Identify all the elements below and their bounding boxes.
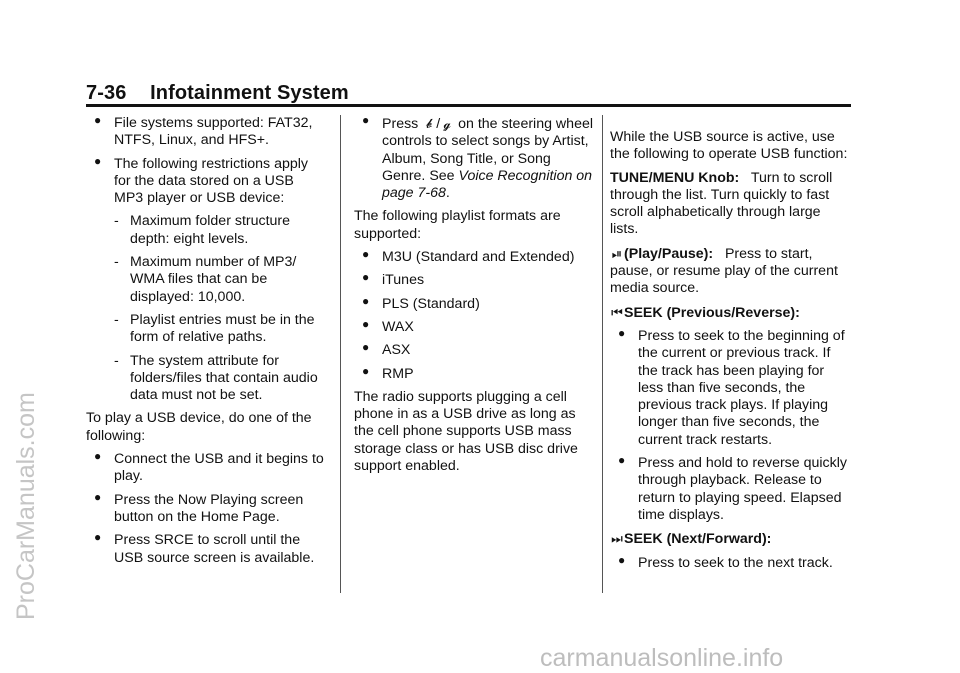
voice-talk-icon: 𝓫 bbox=[425, 116, 433, 131]
paragraph: The radio supports plugging a cell phone in as a USB drive as long as the cell phone supports USB mass storage class or has USB disc drive support enabled. bbox=[354, 388, 578, 475]
play-pause-icon: ⏯ bbox=[611, 245, 623, 261]
column-3 bbox=[610, 129, 850, 578]
list-item: ● File systems supported: FAT32, NTFS, Linux, and HFS+. bbox=[94, 113, 313, 149]
sub-list-item: - Maximum number of MP3/ WMA files that can be displayed: 10,000. bbox=[114, 254, 297, 305]
control-description: TUNE/MENU Knob: Turn to scroll through the list. Turn quickly to fast scroll alphabetically through large lists. bbox=[610, 169, 833, 238]
bullet-icon: ● bbox=[362, 270, 370, 285]
sub-list-item: - Playlist entries must be in the form of relative paths. bbox=[114, 311, 315, 346]
column-divider bbox=[602, 115, 603, 593]
column-1 bbox=[86, 115, 326, 573]
bullet-icon: ● bbox=[94, 530, 102, 545]
bullet-icon: ● bbox=[362, 363, 370, 378]
list-item: ● iTunes bbox=[362, 270, 425, 289]
phone-voice-icon: 𝓰 bbox=[443, 116, 451, 131]
column-divider bbox=[340, 115, 341, 593]
control-heading: ⏭SEEK (Next/Forward): bbox=[611, 531, 772, 548]
page-number: 7-36 bbox=[86, 82, 127, 104]
list-item: ● ASX bbox=[362, 340, 411, 359]
list-item: ● Press 𝓫 / 𝓰 on the steering wheel controls to select songs by Artist, Album, Song Title, or Song Genre. See Voice Recognition on page 7-68. bbox=[362, 113, 593, 202]
seek-next-icon: ⏭ bbox=[611, 531, 623, 547]
cross-reference-link[interactable]: Voice Recognition on page 7-68 bbox=[382, 167, 593, 202]
bullet-icon: ● bbox=[618, 325, 626, 340]
bullet-icon: ● bbox=[94, 113, 102, 127]
paragraph: While the USB source is active, use the following to operate USB function: bbox=[610, 129, 848, 163]
bullet-icon: ● bbox=[362, 247, 370, 262]
section-title: Infotainment System bbox=[150, 82, 349, 104]
list-item: ● WAX bbox=[362, 316, 414, 335]
control-heading: ⏮SEEK (Previous/Reverse): bbox=[611, 304, 800, 321]
bullet-icon: ● bbox=[618, 453, 626, 468]
bullet-icon: ● bbox=[362, 293, 370, 308]
control-description: ⏯ (Play/Pause): Press to start, pause, or resume play of the current media source. bbox=[610, 245, 838, 297]
bullet-icon: ● bbox=[362, 340, 370, 355]
list-item: ● PLS (Standard) bbox=[362, 293, 480, 312]
column-2 bbox=[354, 115, 594, 481]
header-rule bbox=[86, 104, 851, 107]
list-item: ● Press to seek to the next track. bbox=[618, 552, 833, 571]
bullet-icon: ● bbox=[618, 552, 626, 567]
seek-previous-icon: ⏮ bbox=[611, 304, 623, 320]
sub-list-item: - Maximum folder structure depth: eight levels. bbox=[114, 213, 291, 247]
list-item: ● M3U (Standard and Extended) bbox=[362, 247, 575, 266]
bullet-icon: ● bbox=[94, 489, 102, 504]
bullet-icon: ● bbox=[362, 316, 370, 331]
bottom-watermark: carmanualsonline.info bbox=[540, 644, 784, 672]
bullet-icon: ● bbox=[94, 153, 102, 168]
sub-list-item: - The system attribute for folders/files that contain audio data must not be set. bbox=[114, 352, 318, 404]
bullet-icon: ● bbox=[94, 449, 102, 464]
list-item: ● The following restrictions apply for the data stored on a USB MP3 player or USB device: bbox=[94, 153, 308, 207]
list-item: ● Press the Now Playing screen button on the Home Page. bbox=[94, 489, 304, 525]
list-item: ● Press SRCE to scroll until the USB source screen is available. bbox=[94, 530, 315, 566]
page-header bbox=[86, 82, 349, 105]
bullet-icon: ● bbox=[362, 113, 370, 127]
paragraph: To play a USB device, do one of the following: bbox=[86, 410, 312, 444]
list-item: ● Press and hold to reverse quickly through playback. Release to return to playing speed. Elapsed time displays. bbox=[618, 453, 847, 523]
paragraph: The following playlist formats are supported: bbox=[354, 208, 561, 242]
list-item: ● Press to seek to the beginning of the current or previous track. If the track has been playing for less than five seconds, the previous track plays. If playing longer than five seconds, the current track restarts. bbox=[618, 325, 845, 448]
list-item: ● RMP bbox=[362, 363, 414, 382]
side-watermark: ProCarManuals.com bbox=[12, 392, 40, 620]
list-item: ● Connect the USB and it begins to play. bbox=[94, 449, 324, 485]
